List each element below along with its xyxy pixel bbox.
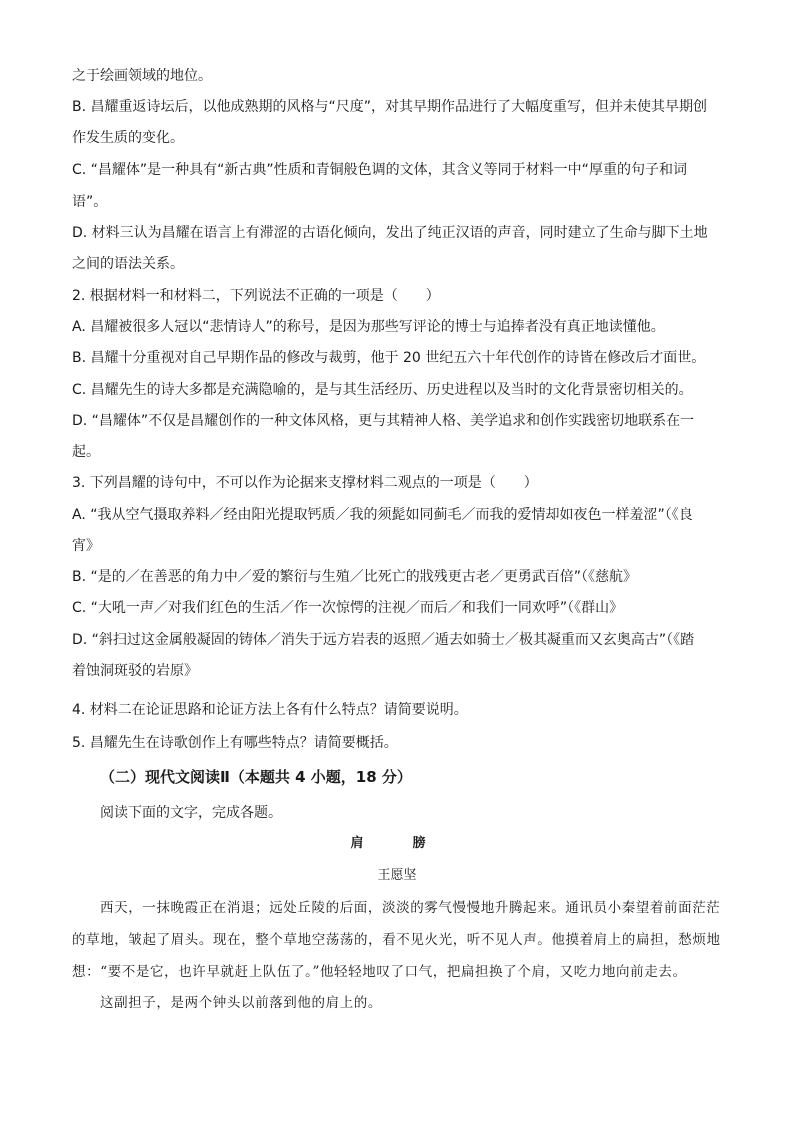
q3-option-a: A. “我从空气摄取养料／经由阳光提取钙质／我的须髭如同蓟毛／而我的爱情却如夜色一样羞涩”（《良 — [72, 507, 693, 523]
question-2: 2. 根据材料一和材料二，下列说法不正确的一项是（ ） — [72, 288, 440, 304]
story-author: 王愿坚 — [377, 868, 417, 883]
text-line: 语”。 — [72, 194, 108, 210]
story-title: 肩 膀 — [350, 836, 444, 851]
q3-option-b: B. “是的／在善恶的角力中／爱的繁衍与生殖／比死亡的戕残更古老／更勇武百倍”（《慈航》 — [72, 569, 638, 585]
q2-option-d: D. “昌耀体”不仅是昌耀创作的一种文体风格，更与其精神人格、美学追求和创作实践密切地联系在一 — [72, 413, 695, 429]
q2-option-b: B. 昌耀十分重视对自己早期作品的修改与裁剪，他于 20 世纪五六十年代创作的诗皆在修改后才面世。 — [72, 350, 706, 366]
text-line: 宵》 — [72, 538, 100, 554]
q3-option-c: C. “大吼一声／对我们红色的生活／作一次惊愕的注视／而后／和我们一同欢呼”（《群山》 — [72, 600, 624, 616]
text-line: 作发生质的变化。 — [72, 130, 184, 146]
instruction: 阅读下面的文字，完成各题。 — [100, 805, 282, 821]
story-paragraph-line: 这副担子，是两个钟头以前落到他的肩上的。 — [100, 995, 382, 1011]
text-line: 之于绘画领域的地位。 — [72, 68, 212, 84]
q2-option-a: A. 昌耀被很多人冠以“悲情诗人”的称号，是因为那些写评论的博士与追捧者没有真正地读懂他。 — [72, 319, 665, 335]
question-3: 3. 下列昌耀的诗句中，不可以作为论据来支撑材料二观点的一项是（ ） — [72, 475, 538, 491]
question-4: 4. 材料二在论证思路和论证方法上各有什么特点？请简要说明。 — [72, 702, 468, 718]
text-line: 着蚀洞斑驳的岩原》 — [72, 663, 198, 679]
option-c-line: C. “昌耀体”是一种具有“新古典”性质和青铜般色调的文体，其含义等同于材料一中“厚重的句子和词 — [72, 162, 687, 178]
q3-option-d: D. “斜扫过这金属般凝固的铸体／消失于远方岩表的返照／遁去如骑士／极其凝重而又玄奥高古”（《踏 — [72, 632, 695, 648]
text-line: 之间的语法关系。 — [72, 256, 184, 272]
question-5: 5. 昌耀先生在诗歌创作上有哪些特点？请简要概括。 — [72, 735, 398, 751]
option-b-line: B. 昌耀重返诗坛后，以他成熟期的风格与“尺度”，对其早期作品进行了大幅度重写，但并未使其早期创 — [72, 99, 708, 115]
story-paragraph-line: 西天，一抹晚霞正在消退；远处丘陵的后面，淡淡的雾气慢慢地升腾起来。通讯员小秦望着前面茫茫 — [100, 900, 721, 916]
text-line: 起。 — [72, 444, 100, 460]
section-title: （二）现代文阅读Ⅱ（本题共 4 小题，18 分） — [100, 768, 412, 786]
option-d-line: D. 材料三认为昌耀在语言上有滞涩的古语化倾向，发出了纯正汉语的声音，同时建立了生命与脚下土地 — [72, 225, 708, 241]
story-paragraph-line: 想：“要不是它，也许早就赶上队伍了。”他轻轻地叹了口气，把扁担换了个肩，又吃力地向前走去。 — [72, 964, 687, 980]
story-paragraph-line: 的草地，皱起了眉头。现在，整个草地空荡荡的，看不见火光，听不见人声。他摸着肩上的扁担，愁烦地 — [72, 932, 721, 948]
q2-option-c: C. 昌耀先生的诗大多都是充满隐喻的，是与其生活经历、历史进程以及当时的文化背景密切相关的。 — [72, 382, 693, 398]
